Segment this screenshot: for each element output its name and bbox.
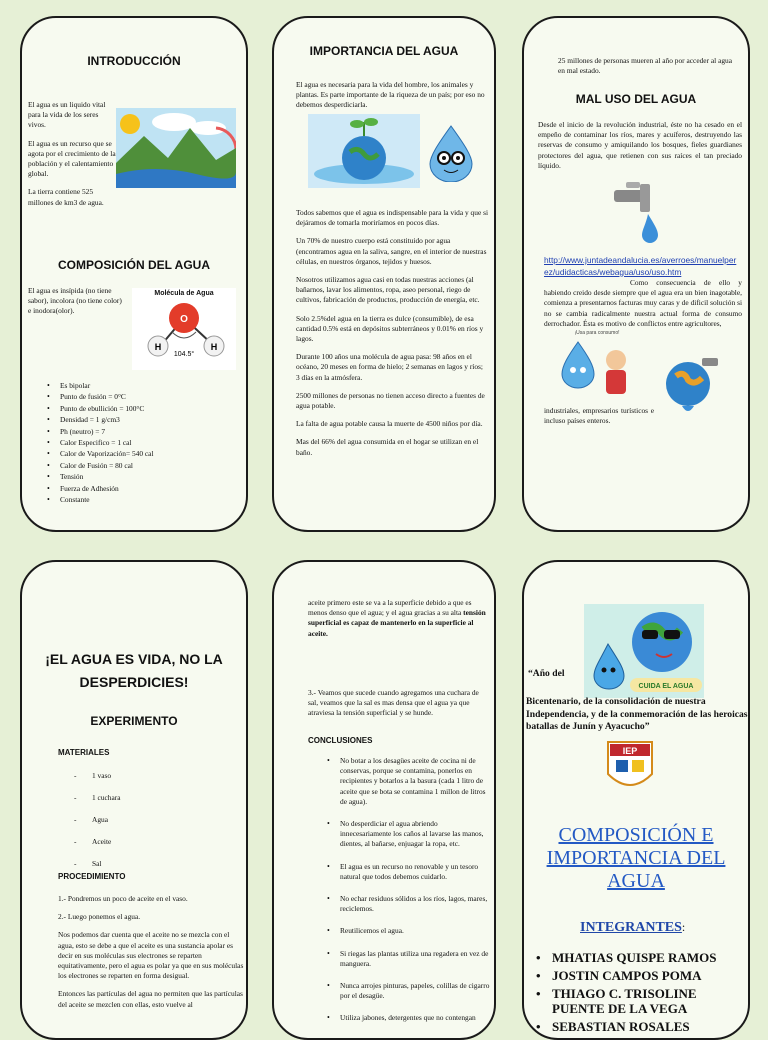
school-initials: IEP <box>622 746 638 756</box>
panel-importancia <box>272 16 496 532</box>
property-item: • Punto de fusión = 0°C <box>44 391 234 402</box>
water-drop-cartoon <box>424 122 478 182</box>
hydrogen-label: H <box>210 342 218 352</box>
member-item: • JOSTIN CAMPOS POMA <box>530 968 746 983</box>
panel-mal-uso <box>522 16 750 532</box>
earth-faucet-cartoon <box>662 350 722 420</box>
cloud-icon <box>152 113 196 131</box>
earth-icon <box>632 612 692 672</box>
property-item: • Tensión <box>44 471 234 482</box>
water-cycle-illustration <box>116 108 236 188</box>
slogan: ¡EL AGUA ES VIDA, NO LA DESPERDICIES! <box>45 651 223 690</box>
member-item: • SEBASTIAN ROSALES <box>530 1019 746 1034</box>
members-list <box>530 950 746 1034</box>
conclusion-item: • Si riegas las plantas utiliza una regadera en vez de manguera. <box>324 949 490 969</box>
member-item: • THIAGO C. TRISOLINE PUENTE DE LA VEGA <box>530 986 746 1016</box>
conclusion-item: • El agua es un recurso no renovable y un tesoro natural que todos debemos cuidarlo. <box>324 862 490 882</box>
angle-label: 104.5° <box>173 351 195 358</box>
importance-title: IMPORTANCIA DEL AGUA <box>309 44 459 58</box>
properties-list <box>44 380 234 505</box>
year-quote-open: “Año del <box>528 668 565 679</box>
mortality-text: 25 millones de personas mueren al año por acceder al agua en mal estado. <box>558 56 733 76</box>
cartoon-illustration <box>556 330 638 400</box>
importance-para: Un 70% de nuestro cuerpo está constituido por agua (encontramos agua en la saliva, sangre, en el interior de nuestras células, en nuestros órganos, tejidos y huesos. <box>296 236 487 266</box>
experiment-title: EXPERIMENTO <box>90 714 178 728</box>
importance-para: Mas del 66% del agua consumida en el hogar se utilizan en el baño. <box>296 437 479 457</box>
sun-icon <box>120 114 140 134</box>
misuse-link[interactable]: http://www.juntadeandalucia.es/averroes/manuelperez/udidacticas/webagua/uso/uso.htm <box>544 255 737 277</box>
property-item: • Constante <box>44 494 234 505</box>
conclusions-list <box>324 756 490 1024</box>
misuse-para: Desde el inicio de la revolución industrial, éste no ha cesado en el empeño de contaminar los ríos, mares y acuíferos, destruyendo las reservas de consumo y amiquilando los bosques, fieles guardianes protectores del agua, que retienen con sus raíces el tan preciado líquido. <box>538 120 742 170</box>
intro-para: El agua es un recurso que se agota por el crecimiento de la población y el calentamiento global. <box>28 138 116 179</box>
leaf-icon <box>364 118 378 126</box>
leaf-icon <box>350 120 364 128</box>
brochure-title: COMPOSICIÓN E IMPORTANCIA DEL AGUA <box>546 824 726 892</box>
material-item: - Sal <box>74 859 102 868</box>
logo-caption: CUIDA EL AGUA <box>638 683 694 690</box>
misuse-para-2 <box>544 278 742 329</box>
comp-title: COMPOSICIÓN DEL AGUA <box>57 258 210 272</box>
importance-para: La falta de agua potable causa la muerte de 4500 niños por día. <box>296 419 483 429</box>
property-item: • Calor de Vaporización= 540 cal <box>44 448 234 459</box>
materials-list <box>74 770 224 880</box>
molecule-diagram <box>132 288 236 370</box>
panel-introduccion <box>20 16 248 532</box>
material-item: - Aceite <box>74 837 112 846</box>
cuida-el-agua-logo <box>584 604 704 698</box>
intro-para: El agua es un liquido vital para la vida de los seres vivos. <box>28 100 106 130</box>
property-item: • Punto de ebullición = 100°C <box>44 403 234 414</box>
property-item: • Es bipolar <box>44 380 234 391</box>
faucet-icon <box>610 180 670 244</box>
procedure-title: PROCEDIMIENTO <box>58 872 126 881</box>
conclusion-item: • Nunca arrojes pinturas, papeles, colillas de cigarro por el desagüe. <box>324 981 490 1001</box>
conclusions-title: CONCLUSIONES <box>308 736 373 745</box>
property-item: • Calor Especifico = 1 cal <box>44 437 234 448</box>
year-quote-body: Bicentenario, de la consolidación de nuestra Independencia, y de la conmemoración de las heroicas batallas de Junín y Ayacucho” <box>526 696 748 732</box>
intro-text <box>28 100 116 208</box>
misuse-para-2b: industriales, empresarios turísticos e incluso países enteros. <box>544 406 654 426</box>
importance-para: Todos sabemos que el agua es indispensable para la vida y que si dejáramos de tomarla moriríamos en pocos días. <box>296 208 488 228</box>
property-item: • Calor de Fusión = 80 cal <box>44 460 234 471</box>
conclusion-item: • No desperdiciar el agua abriendo innecesariamente los caños al lavarse las manos, dientes, al bañarse, enjuagar la ropa, etc. <box>324 819 490 850</box>
property-item: • Fuerza de Adhesión <box>44 483 234 494</box>
importance-para: Nosotros utilizamos agua casi en todas nuestras acciones (al bañarnos, lavar los alimentos, ropa, aseo personal, riego de cultivos, fabricación de productos, producción de energía, etc. <box>296 275 480 305</box>
property-item: • Ph (neutro) = 7 <box>44 426 234 437</box>
cartoon-caption: ¡Usa para consumo! <box>574 330 620 336</box>
oxygen-label: O <box>180 314 188 325</box>
molecule-title: Molécula de Agua <box>154 290 214 297</box>
conclusion-item: • Utiliza jabones, detergentes que no contengan <box>324 1013 490 1023</box>
importance-para: Solo 2.5%del agua en la tierra es dulce (consumible), de esa cantidad 0.5% está en depósitos subterráneos y 0.01% en ríos y lagos. <box>296 313 484 344</box>
panel-experimento <box>20 560 248 1040</box>
misuse-title: MAL USO DEL AGUA <box>575 92 697 106</box>
intro-para: La tierra contiene 525 millones de km3 de agua. <box>28 187 104 207</box>
earth-plant-illustration <box>308 114 420 188</box>
conclusion-item: • Reutilicemos el agua. <box>324 926 490 936</box>
importance-para: 2500 millones de personas no tienen acceso directo a fuentes de agua potable. <box>296 390 485 411</box>
comp-text: El agua es insípida (no tiene sabor), incolora (no tiene color) e inodora(olor). <box>28 286 122 316</box>
panel-conclusiones <box>272 560 496 1040</box>
misuse-para-2a: Como consecuencia de ello y habiendo creido desde siempre que el agua era un bien inagotable, comienza a presentarnos facturas muy caras y de dificil solución si no se cambia radicalmente nuestra actual forma de consumo derrochador. Ésta es motivo de conflictos entre agricultores, <box>544 278 742 328</box>
material-item: - 1 vaso <box>74 771 112 780</box>
importance-intro: El agua es necesaria para la vida del hombre, los animales y plantas. Es parte importante de la riqueza de un país; por eso no debemos desperdiciarla. <box>296 80 485 110</box>
material-item: - 1 cuchara <box>74 793 121 802</box>
procedure-step: 1.- Pondremos un poco de aceite en el vaso. <box>58 894 188 903</box>
member-item: • MHATIAS QUISPE RAMOS <box>530 950 746 965</box>
hydrogen-label: H <box>154 342 162 352</box>
conclusion-item: • No echar residuos sólidos a los ríos, lagos, mares, reciclemos. <box>324 894 490 914</box>
importance-para: Durante 100 años una molécula de agua pasa: 98 años en el océano, 20 meses en forma de hielo; 2 semanas en lagos y ríos; 3 días en la atmósfera. <box>296 352 483 382</box>
materials-title: MATERIALES <box>58 748 110 757</box>
procedure-continued: aceite primero este se va a la superficie debido a que es menos denso que el agua; y el agua gracias a su alta tensión superficial es capaz de mantenerlo en la superficie al aceite. <box>308 598 486 638</box>
panel-portada <box>522 560 750 1040</box>
material-item: - Agua <box>74 815 109 824</box>
members-heading: INTEGRANTES: <box>580 920 686 935</box>
procedure-step: 2.- Luego ponemos el agua. <box>58 912 141 922</box>
conclusion-item: • No botar a los desagües aceite de cocina ni de conservas, porque se contamina, ponerlos en recipientes y botarlos a la basura (cada 1 litro de aceite que se bota se contamina 1 millon de litros de agua). <box>324 756 490 807</box>
procedure-steps <box>58 894 244 1010</box>
procedure-step: Entonces las partículas del agua no permiten que las partículas del aceite se mezclen con ellas, esto vuelve al <box>58 989 243 1009</box>
school-crest <box>598 738 662 796</box>
property-item: • Densidad = 1 g/cm3 <box>44 414 234 425</box>
importance-text <box>296 208 488 458</box>
procedure-step: Nos podemos dar cuenta que el aceite no se mezcla con el agua, esto se debe a que el aceite es una sustancia apolar es decir en sus moléculas sus electrones se reparten equitativamente, pero el agua es polar ya que en sus moléculas los electrones se reparten en forma desigual. <box>58 930 244 981</box>
earth-icon <box>342 136 386 180</box>
intro-title: INTRODUCCIÓN <box>87 54 181 68</box>
procedure-step-3: 3.- Veamos que sucede cuando agregamos una cuchara de sal, veamos que la sal es mas densa que el agua ya que atraviesa la tensión superficial y se hunde. <box>308 688 479 718</box>
